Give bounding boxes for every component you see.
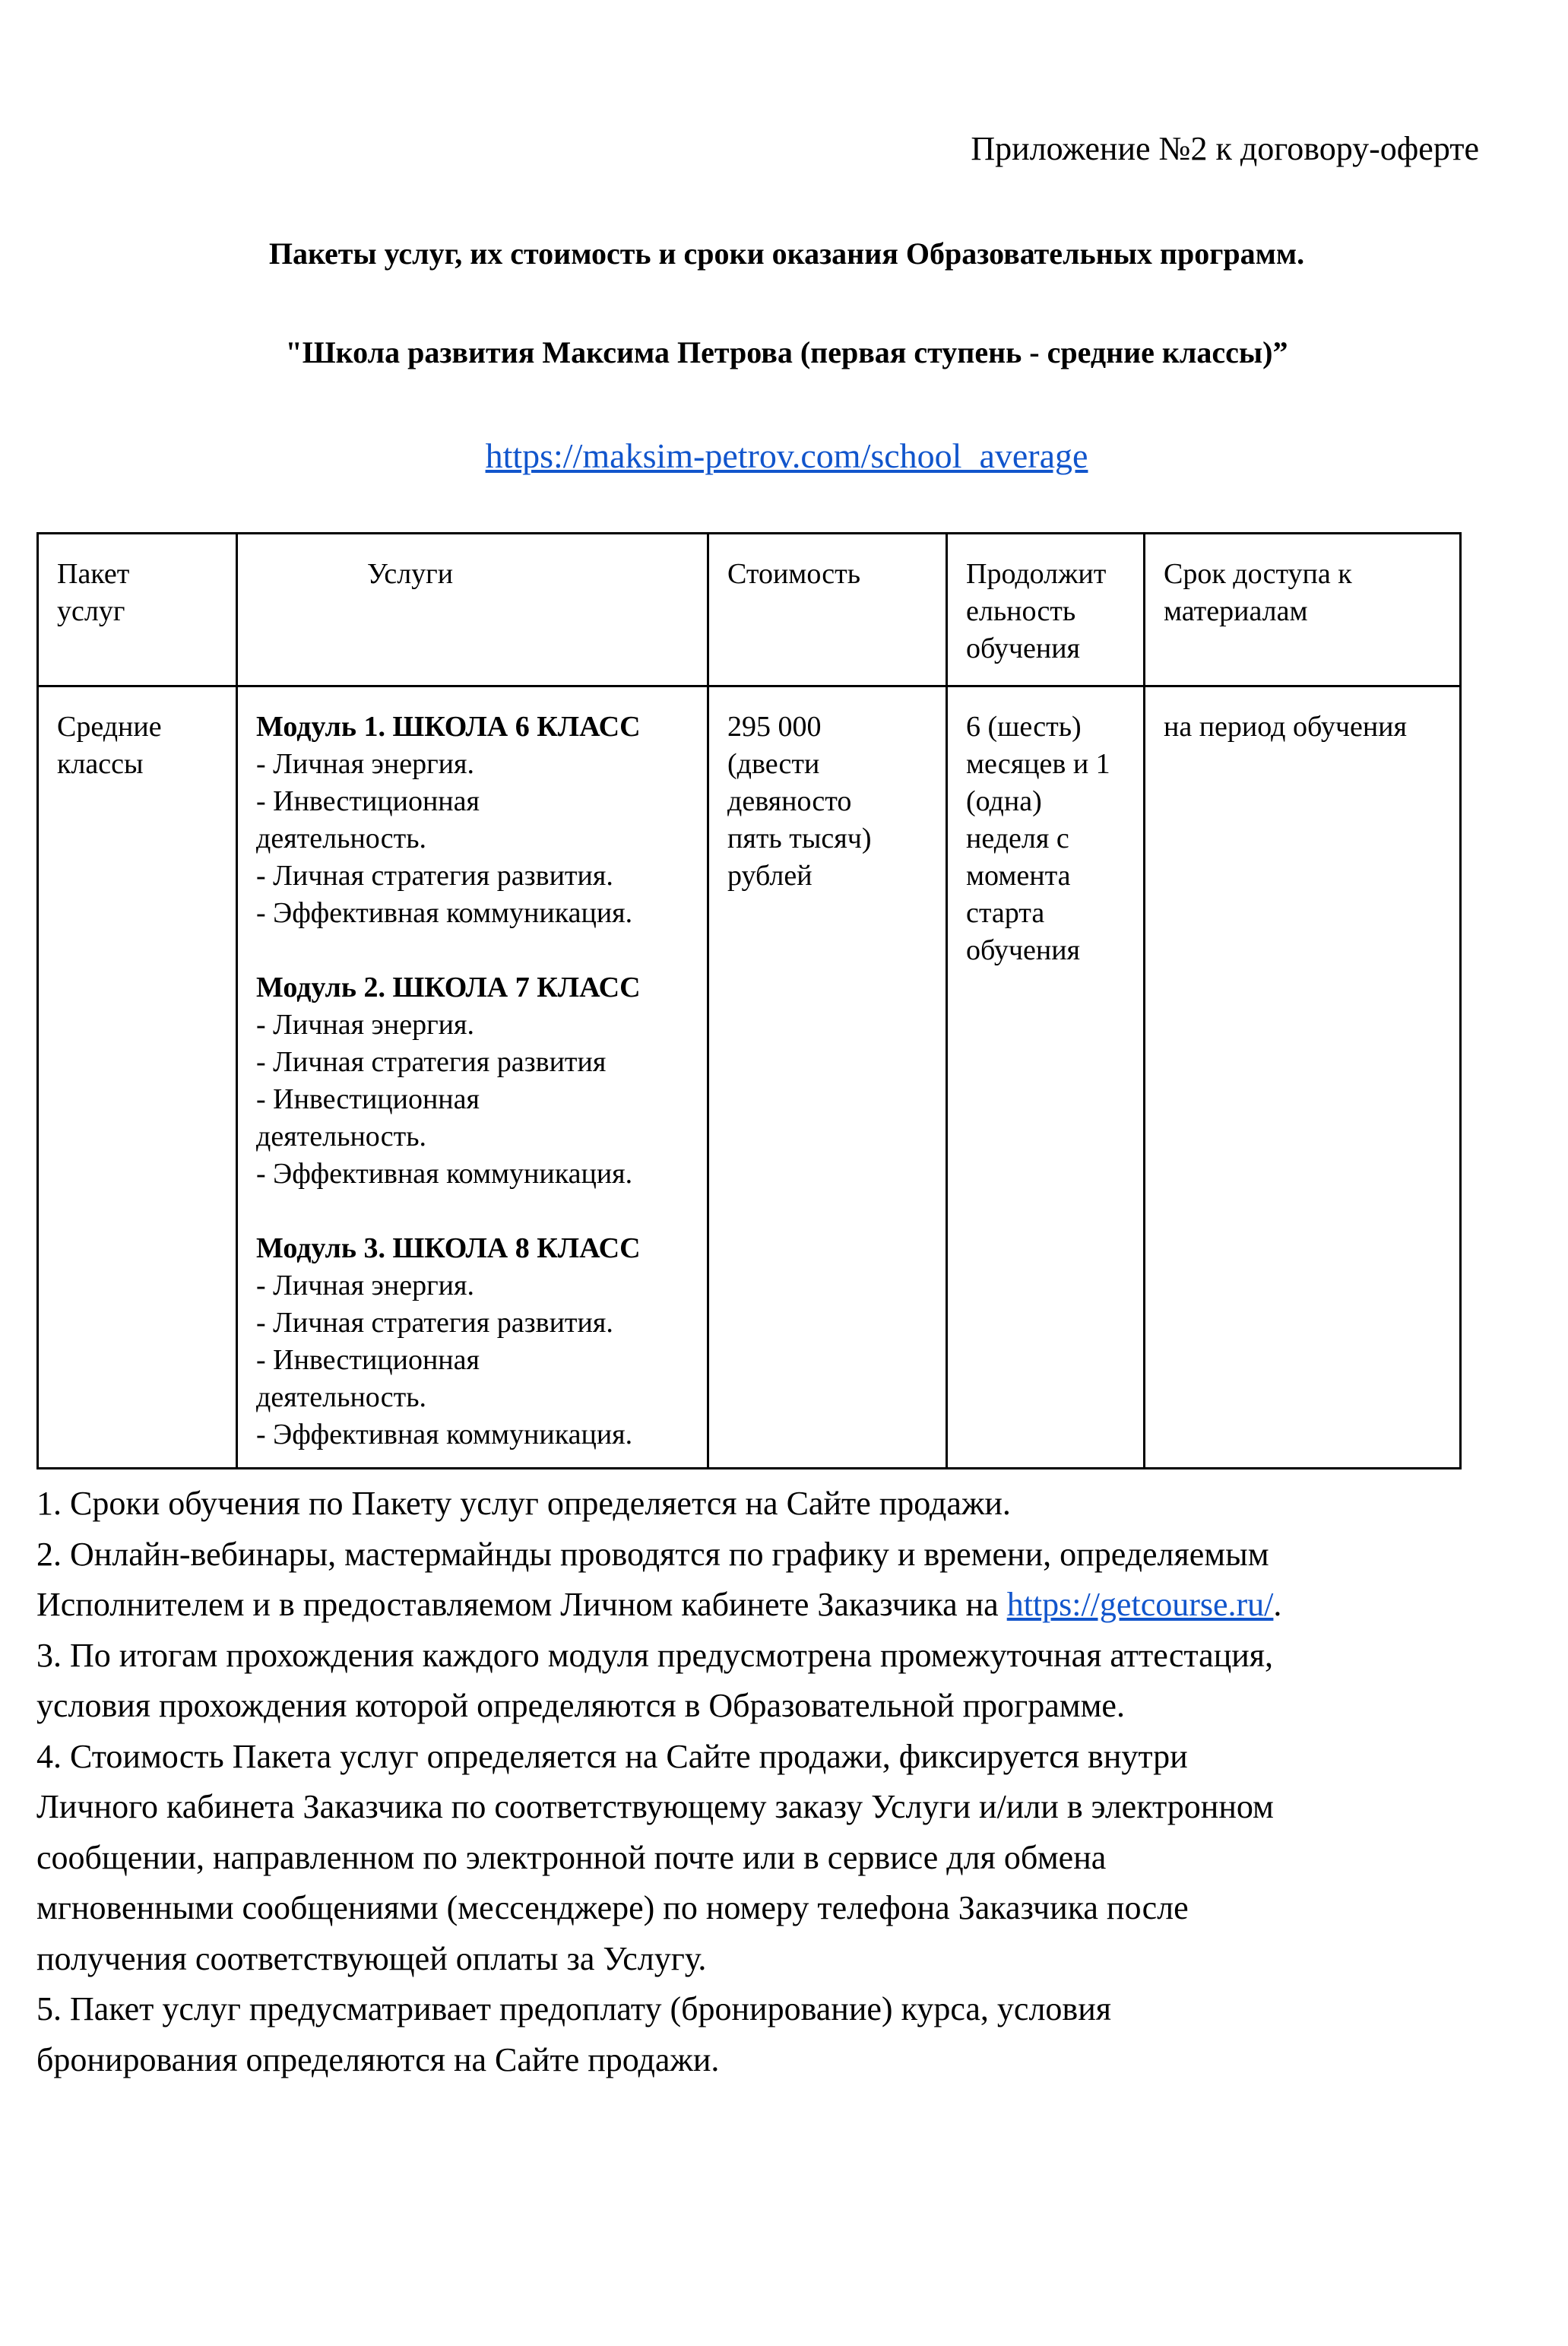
header-duration: Продолжит ельность обучения [947, 534, 1145, 686]
document-title: Пакеты услуг, их стоимость и сроки оказания Образовательных программ. [268, 236, 1305, 271]
note-4-line-4: мгновенными сообщениями (мессенджере) по номеру телефона Заказчика после [36, 1889, 1189, 1926]
note-5-line-2: бронирования определяются на Сайте продажи. [36, 2040, 720, 2078]
cell-duration: 6 (шесть) месяцев и 1 (одна) неделя с момента старта обучения [947, 686, 1145, 1469]
appendix-label: Приложение №2 к договору-оферте [971, 130, 1479, 167]
note-2-line-2: Исполнителем и в предоставляемом Личном кабинете Заказчика на https://getcourse.ru/. [36, 1586, 1282, 1623]
note-4-line-3: сообщении, направленном по электронной почте или в сервисе для обмена [36, 1838, 1107, 1876]
note-4-line-1: 4. Стоимость Пакета услуг определяется на Сайте продажи, фиксируется внутри [36, 1737, 1188, 1775]
cell-services [237, 686, 708, 1469]
cell-access: на период обучения [1145, 686, 1461, 1469]
packages-table [36, 532, 1462, 1469]
note-1: 1. Сроки обучения по Пакету услуг определяется на Сайте продажи. [36, 1485, 1011, 1522]
header-services: Услуги [237, 534, 708, 686]
header-access: Срок доступа к материалам [1145, 534, 1461, 686]
table-row [38, 686, 1461, 1469]
header-price: Стоимость [708, 534, 947, 686]
note-2-line-1: 2. Онлайн-вебинары, мастермайнды проводятся по графику и времени, определяемым [36, 1535, 1269, 1573]
notes [36, 1479, 1481, 2085]
program-name: "Школа развития Максима Петрова (первая ступень - средние классы)” [285, 335, 1288, 369]
module-2: Модуль 2. ШКОЛА 7 КЛАСС - Личная энергия. - Личная стратегия развития - Инвестиционная деятельность. - Эффективная коммуникация. [256, 969, 693, 1193]
table-header-row [38, 534, 1461, 686]
module-title: Модуль 2. ШКОЛА 7 КЛАСС [256, 972, 641, 1003]
module-1: Модуль 1. ШКОЛА 6 КЛАСС - Личная энергия. - Инвестиционная деятельность. - Личная стратегия развития. - Эффективная коммуникация. [256, 709, 693, 932]
module-title: Модуль 1. ШКОЛА 6 КЛАСС [256, 711, 641, 743]
program-site-link[interactable]: https://maksim-petrov.com/school_average [485, 436, 1088, 475]
note-5-line-1: 5. Пакет услуг предусматривает предоплату (бронирование) курса, условия [36, 1990, 1111, 2027]
note-4-line-2: Личного кабинета Заказчика по соответствующему заказу Услуги и/или в электронном [36, 1788, 1274, 1825]
module-title: Модуль 3. ШКОЛА 8 КЛАСС [256, 1232, 641, 1264]
cell-price: 295 000 (двести девяносто пять тысяч) рублей [708, 686, 947, 1469]
module-3: Модуль 3. ШКОЛА 8 КЛАСС - Личная энергия. - Личная стратегия развития. - Инвестиционная деятельность. - Эффективная коммуникация. [256, 1230, 693, 1454]
getcourse-link[interactable]: https://getcourse.ru/ [1006, 1586, 1274, 1623]
note-3-line-1: 3. По итогам прохождения каждого модуля предусмотрена промежуточная аттестация, [36, 1636, 1274, 1674]
note-4-line-5: получения соответствующей оплаты за Услугу. [36, 1939, 707, 1977]
note-3-line-2: условия прохождения которой определяются в Образовательной программе. [36, 1687, 1125, 1724]
cell-package: Средние классы [38, 686, 237, 1469]
header-package: Пакет услуг [38, 534, 237, 686]
